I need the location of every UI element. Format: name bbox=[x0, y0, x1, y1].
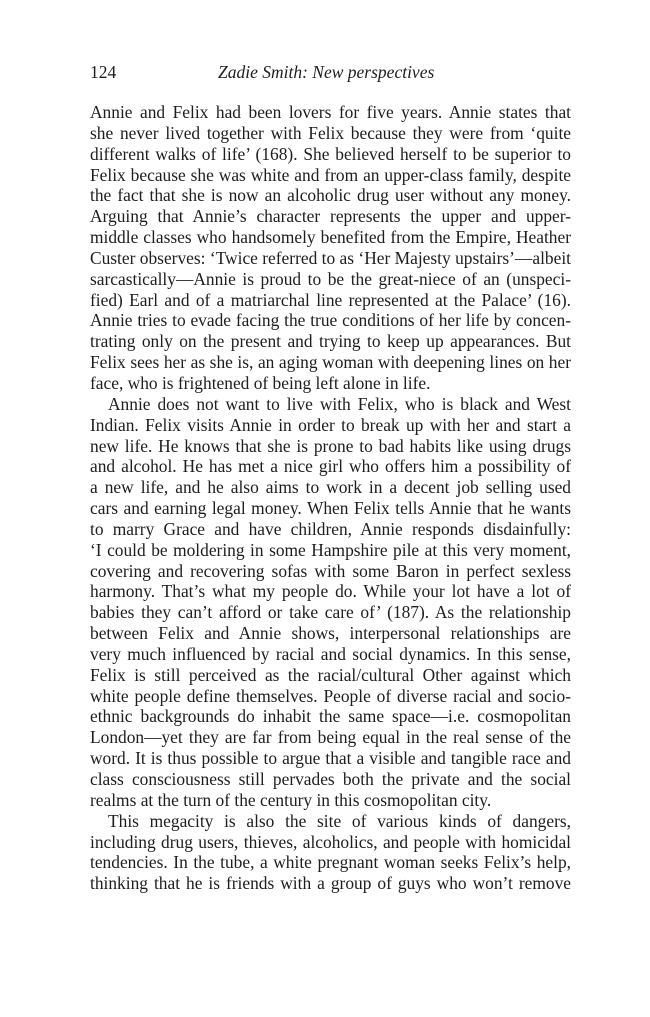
text-line: white people define themselves. People of diverse racial and socio- bbox=[90, 685, 571, 706]
running-title: Zadie Smith: New perspectives bbox=[218, 62, 435, 82]
running-head bbox=[90, 60, 570, 84]
text-line: cars and earning legal money. When Felix tells Annie that he wants bbox=[90, 498, 571, 519]
text-line: Felix is still perceived as the racial/cultural Other against which bbox=[90, 664, 571, 685]
text-line: thinking that he is friends with a group of guys who won’t remove bbox=[90, 873, 571, 894]
text-line: the fact that she is now an alcoholic drug user without any money. bbox=[90, 185, 571, 206]
text-line: and alcohol. He has met a nice girl who offers him a possibility of bbox=[90, 456, 571, 477]
text-line: class consciousness still pervades both the private and the social bbox=[90, 769, 571, 789]
text-line: sarcastically—Annie is proud to be the great-niece of an (unspeci- bbox=[90, 268, 571, 289]
text-line: Annie does not want to live with Felix, who is black and West bbox=[108, 393, 571, 414]
text-line: different walks of life’ (168). She believed herself to be superior to bbox=[90, 143, 571, 164]
text-line: trating only on the present and trying to keep up appearances. But bbox=[90, 331, 571, 352]
text-line: Felix sees her as she is, an aging woman with deepening lines on her bbox=[90, 352, 571, 373]
text-line: she never lived together with Felix because they were from ‘quite bbox=[90, 122, 571, 143]
text-line: realms at the turn of the century in this cosmopolitan city. bbox=[90, 789, 492, 810]
text-line: to marry Grace and have children, Annie responds disdainfully: bbox=[90, 518, 571, 539]
text-line: Annie tries to evade facing the true conditions of her life by concen- bbox=[90, 310, 571, 331]
text-line: ‘I could be moldering in some Hampshire pile at this very moment, bbox=[90, 539, 571, 560]
text-line: middle classes who handsomely benefited from the Empire, Heather bbox=[90, 227, 571, 248]
text-line: babies they can’t afford or take care of’ (187). As the relationship bbox=[90, 602, 571, 623]
text-line: Indian. Felix visits Annie in order to break up with her and start a bbox=[90, 414, 571, 435]
text-line: tendencies. In the tube, a white pregnant woman seeks Felix’s help, bbox=[90, 852, 571, 873]
text-line: new life. He knows that she is prone to bad habits like using drugs bbox=[90, 435, 571, 456]
body-text bbox=[90, 102, 571, 894]
text-line: covering and recovering sofas with some Baron in perfect sexless bbox=[90, 560, 571, 581]
text-line: face, who is frightened of being left alone in life. bbox=[90, 372, 431, 393]
text-line: ethnic backgrounds do inhabit the same space—i.e. cosmopolitan bbox=[90, 706, 571, 727]
text-line: This megacity is also the site of various kinds of dangers, bbox=[108, 810, 571, 831]
text-line: London—yet they are far from being equal in the real sense of the bbox=[90, 727, 571, 748]
text-line: a new life, and he also aims to work in a decent job selling used bbox=[90, 477, 571, 498]
text-line: between Felix and Annie shows, interpersonal relationships are bbox=[90, 623, 571, 644]
text-line: Annie and Felix had been lovers for five years. Annie states that bbox=[90, 102, 571, 122]
text-line: Custer observes: ‘Twice referred to as ‘Her Majesty upstairs’—albeit bbox=[90, 247, 571, 268]
text-line: fied) Earl and of a matriarchal line represented at the Palace’ (16). bbox=[90, 289, 571, 310]
text-line: word. It is thus possible to argue that a visible and tangible race and bbox=[90, 748, 571, 769]
text-line: including drug users, thieves, alcoholics, and people with homicidal bbox=[90, 831, 571, 852]
text-line: very much influenced by racial and social dynamics. In this sense, bbox=[90, 643, 571, 664]
text-line: harmony. That’s what my people do. While your lot have a lot of bbox=[90, 581, 571, 602]
text-line: Arguing that Annie’s character represents the upper and upper- bbox=[90, 206, 571, 227]
page-number: 124 bbox=[90, 62, 117, 82]
text-line: Felix because she was white and from an upper-class family, despite bbox=[90, 164, 571, 185]
